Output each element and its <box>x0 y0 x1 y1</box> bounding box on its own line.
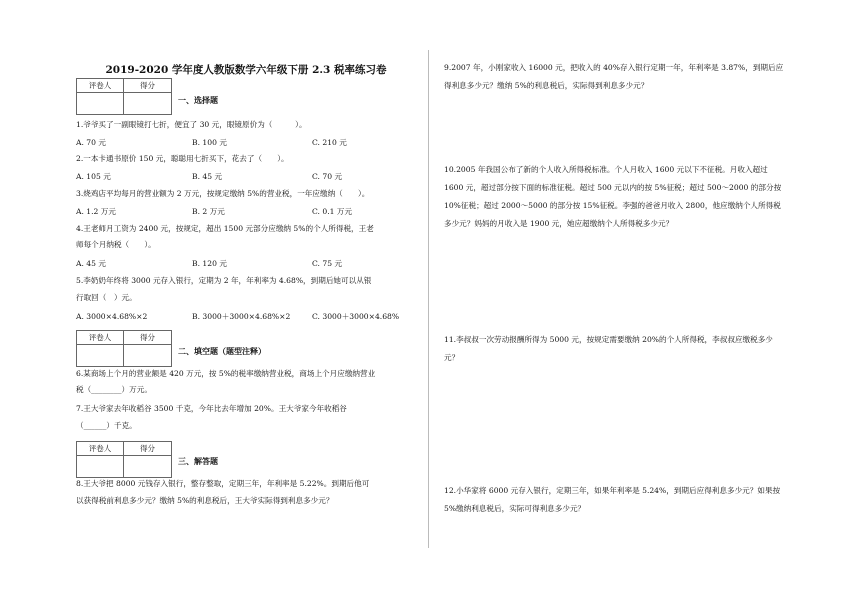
question-8-line2: 以获得税前利息多少元？缴纳 5%的利息税后，王大爷实际得到利息多少元？ <box>76 496 334 505</box>
question-2: 2.一本卡通书原价 150 元，聪聪用七折买下，花去了（ ）。 <box>76 154 289 163</box>
q5-option-c: C. 3000＋3000×4.68% <box>312 312 400 321</box>
q5-option-a: A. 3000×4.68%×2 <box>76 312 148 321</box>
grader-cell <box>77 93 124 114</box>
grader-cell <box>77 456 124 477</box>
score-cell <box>124 456 171 477</box>
grader-label: 评卷人 <box>77 79 124 93</box>
q4-option-c: C. 75 元 <box>312 259 343 268</box>
question-6-line2: 税（________）万元。 <box>76 385 152 394</box>
score-label: 得分 <box>124 79 171 93</box>
q5-option-b: B. 3000＋3000×4.68%×2 <box>192 312 291 321</box>
question-8-line1: 8.王大爷把 8000 元钱存入银行，整存整取，定期三年，年利率是 5.22%。到期后他可 <box>76 479 370 488</box>
question-7-line1: 7.王大爷家去年收稻谷 3500 千克，今年比去年增加 20%。王大爷家今年收稻谷 <box>76 404 347 413</box>
question-4-line1: 4.王老师月工资为 2400 元，按规定，超出 1500 元部分应缴纳 5%的个人所得税，王老 <box>76 224 374 233</box>
question-6-line1: 6.某商场上个月的营业额是 420 万元，按 5%的税率缴纳营业税，商场上个月应缴纳营业 <box>76 369 376 378</box>
question-1: 1.爷爷买了一副眼镜打七折，便宜了 30 元，眼镜原价为（ ）。 <box>76 120 307 129</box>
score-box-1 <box>76 78 172 115</box>
question-9: 9.2007 年，小刚家收入 16000 元，把收入的 40%存入银行定期一年，年利率是 3.87%，到期后应得利息多少元？缴纳 5%的利息税后，实际得到利息多少元？ <box>444 63 784 90</box>
q1-option-b: B. 100 元 <box>192 138 227 147</box>
q4-option-b: B. 120 元 <box>192 259 227 268</box>
section-answer: 三、解答题 <box>178 456 218 466</box>
question-5-line2: 行取回（ ）元。 <box>76 293 137 302</box>
score-box-2 <box>76 330 172 367</box>
score-cell <box>124 345 171 366</box>
question-7-line2: （______）千克。 <box>76 421 137 430</box>
score-label: 得分 <box>124 331 171 345</box>
section-choice: 一、选择题 <box>178 95 218 105</box>
page-title: 2019-2020 学年度人教版数学六年级下册 2.3 税率练习卷 <box>105 64 387 76</box>
score-box-3 <box>76 441 172 478</box>
score-cell <box>124 93 171 114</box>
q3-option-c: C. 0.1 万元 <box>312 207 353 216</box>
grader-cell <box>77 345 124 366</box>
column-divider <box>428 50 429 548</box>
grader-label: 评卷人 <box>77 442 124 456</box>
question-10: 10.2005 年我国公布了新的个人收入所得税标准。个人月收入 1600 元以下不征税。月收入超过 1600 元，超过部分按下面的标准征税。超过 500 元以内的按 5%征税；超过 500～2000 的部分按 10%征税；超过 2000～5000 的部分按 15%征税。李强的爸爸月收入 2800，他应缴纳个人所得税多少元？妈妈的月收入是 1900 元，她应超缴纳个人所得税多少元？ <box>444 165 782 228</box>
grader-label: 评卷人 <box>77 331 124 345</box>
q3-option-a: A. 1.2 万元 <box>76 207 116 216</box>
q1-option-a: A. 70 元 <box>76 138 106 147</box>
q2-option-a: A. 105 元 <box>76 172 111 181</box>
question-3: 3.烧鸡店平均每月的营业额为 2 万元，按规定缴纳 5%的营业税，一年应缴纳（ ）。 <box>76 189 370 198</box>
question-11: 11.李叔叔一次劳动报酬所得为 5000 元，按规定需要缴纳 20%的个人所得税，李叔叔应缴税多少元？ <box>444 335 773 362</box>
q2-option-b: B. 45 元 <box>192 172 223 181</box>
score-label: 得分 <box>124 442 171 456</box>
q3-option-b: B. 2 万元 <box>192 207 225 216</box>
q4-option-a: A. 45 元 <box>76 259 106 268</box>
section-fill: 二、填空题（题型注释） <box>178 346 266 356</box>
q2-option-c: C. 70 元 <box>312 172 343 181</box>
question-5-line1: 5.李奶奶年终将 3000 元存入银行，定期为 2 年，年利率为 4.68%，到期后她可以从银 <box>76 276 372 285</box>
question-4-line2: 师每个月纳税（ ）。 <box>76 240 156 249</box>
q1-option-c: C. 210 元 <box>312 138 347 147</box>
question-12: 12.小华家将 6000 元存入银行，定期三年，如果年利率是 5.24%，到期后应得利息多少元？如果按 5%缴纳利息税后，实际可得利息多少元？ <box>444 486 781 513</box>
